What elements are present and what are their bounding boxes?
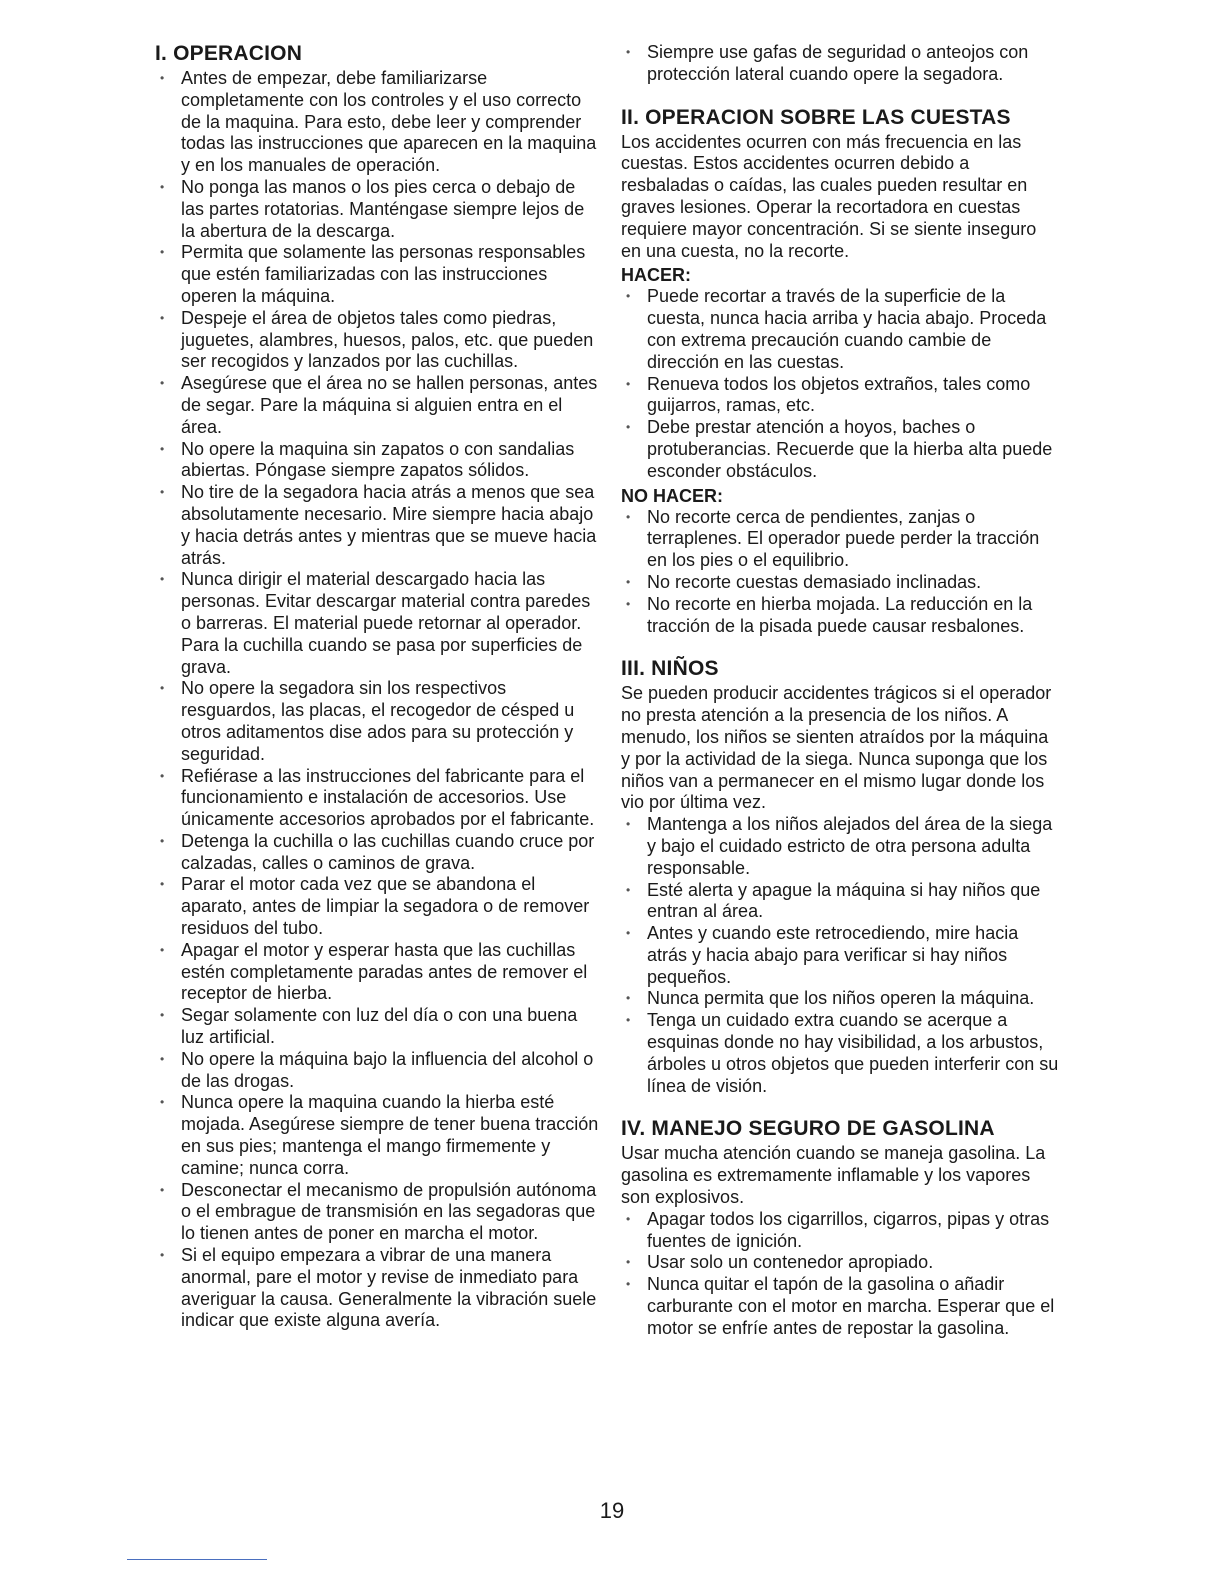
do-list	[621, 286, 1061, 482]
list-item: • Nunca dirigir el material descargado hacia las personas. Evitar descargar material contra paredes o barreras. El material puede retornar al operador. Para la cuchilla cuando se pasa por superficies de grava.	[155, 569, 600, 678]
list-item: • No opere la segadora sin los respectivos resguardos, las placas, el recogedor de césped u otros aditamentos dise ados para su protección y seguridad.	[155, 678, 600, 765]
list-item: • Renueva todos los objetos extraños, tales como guijarros, ramas, etc.	[621, 374, 1061, 418]
list-item: • Nunca quitar el tapón de la gasolina o añadir carburante con el motor en marcha. Esperar que el motor se enfríe antes de repostar la gasolina.	[621, 1274, 1061, 1339]
operacion-list-continued	[621, 42, 1061, 86]
list-item: • Debe prestar atención a hoyos, baches o protuberancias. Recuerde que la hierba alta puede esconder obstáculos.	[621, 417, 1061, 482]
right-column	[621, 42, 1061, 1340]
list-item: • Refiérase a las instrucciones del fabricante para el funcionamiento e instalación de accesorios. Use únicamente accesorios aprobados por el fabricante.	[155, 766, 600, 831]
list-item: • Antes de empezar, debe familiarizarse completamente con los controles y el uso correcto de la maquina. Para esto, debe leer y comprender todas las instrucciones que aparecen en la maquina y en los manuales de operación.	[155, 68, 600, 177]
do-heading: HACER:	[621, 265, 691, 286]
list-item: • Detenga la cuchilla o las cuchillas cuando cruce por calzadas, calles o caminos de grava.	[155, 831, 600, 875]
operacion-list	[155, 68, 600, 1332]
list-item: • Usar solo un contenedor apropiado.	[621, 1252, 1061, 1274]
list-item: • Si el equipo empezara a vibrar de una manera anormal, pare el motor y revise de inmediato para averiguar la causa. Generalmente la vibración suele indicar que existe alguna avería.	[155, 1245, 600, 1332]
list-item: • Permita que solamente las personas responsables que estén familiarizadas con las instrucciones operen la máquina.	[155, 242, 600, 307]
list-item: • Apagar todos los cigarrillos, cigarros, pipas y otras fuentes de ignición.	[621, 1209, 1061, 1253]
list-item: • No tire de la segadora hacia atrás a menos que sea absolutamente necesario. Mire siempre hacia abajo y hacia detrás antes y mientras que se mueve hacia atrás.	[155, 482, 600, 569]
list-item: • No opere la maquina sin zapatos o con sandalias abiertas. Póngase siempre zapatos sólidos.	[155, 439, 600, 483]
footer-rule	[127, 1559, 267, 1560]
list-item: • No ponga las manos o los pies cerca o debajo de las partes rotatorias. Manténgase siempre lejos de la abertura de la descarga.	[155, 177, 600, 242]
dont-list	[621, 507, 1061, 638]
list-item: • Tenga un cuidado extra cuando se acerque a esquinas donde no hay visibilidad, a los arbustos, árboles u otros objetos que pueden interferir con su línea de visión.	[621, 1010, 1061, 1097]
list-item: • Apagar el motor y esperar hasta que las cuchillas estén completamente paradas antes de remover el receptor de hierba.	[155, 940, 600, 1005]
list-item: • No recorte cuestas demasiado inclinadas.	[621, 572, 1061, 594]
list-item: • No recorte cerca de pendientes, zanjas o terraplenes. El operador puede perder la tracción en los pies o el equilibrio.	[621, 507, 1061, 572]
list-item: • No opere la máquina bajo la influencia del alcohol o de las drogas.	[155, 1049, 600, 1093]
section-title-gasolina: IV. MANEJO SEGURO DE GASOLINA	[621, 1117, 995, 1141]
list-item: • Esté alerta y apague la máquina si hay niños que entran al área.	[621, 880, 1061, 924]
list-item: • Antes y cuando este retrocediendo, mire hacia atrás y hacia abajo para verificar si hay niños pequeños.	[621, 923, 1061, 988]
list-item: • Mantenga a los niños alejados del área de la siega y bajo el cuidado estricto de otra persona adulta responsable.	[621, 814, 1061, 879]
list-item: • Asegúrese que el área no se hallen personas, antes de segar. Pare la máquina si alguien entra en el área.	[155, 373, 600, 438]
list-item: • Puede recortar a través de la superficie de la cuesta, nunca hacia arriba y hacia abajo. Proceda con extrema precaución cuando cambie de dirección en las cuestas.	[621, 286, 1061, 373]
gasolina-intro: Usar mucha atención cuando se maneja gasolina. La gasolina es extremamente inflamable y los vapores son explosivos.	[621, 1143, 1046, 1208]
ninos-intro: Se pueden producir accidentes trágicos si el operador no presta atención a la presencia de los niños. A menudo, los niños se sienten atraídos por la máquina y por la actividad de la siega. Nunca suponga que los niños van a permanecer en el mismo lugar donde los vio por última vez.	[621, 683, 1052, 813]
gasolina-list	[621, 1209, 1061, 1340]
section-title-cuestas: II. OPERACION SOBRE LAS CUESTAS	[621, 105, 1011, 129]
list-item: • Despeje el área de objetos tales como piedras, juguetes, alambres, huesos, palos, etc. que pueden ser recogidos y lanzados por las cuchillas.	[155, 308, 600, 373]
section-title-ninos: III. NIÑOS	[621, 657, 719, 681]
list-item: • Parar el motor cada vez que se abandona el aparato, antes de limpiar la segadora o de remover residuos del tubo.	[155, 874, 600, 939]
left-column	[155, 42, 600, 1332]
cuestas-intro: Los accidentes ocurren con más frecuencia en las cuestas. Estos accidentes ocurren debido a resbaladas o caídas, las cuales pueden resultar en graves lesiones. Operar la recortadora en cuestas requiere mayor concentración. Si se siente inseguro en una cuesta, no la recorte.	[621, 131, 1037, 261]
list-item: • Nunca opere la maquina cuando la hierba esté mojada. Asegúrese siempre de tener buena tracción en sus pies; mantenga el mango firmemente y camine; nunca corra.	[155, 1092, 600, 1179]
dont-heading: NO HACER:	[621, 485, 723, 506]
list-item: • Siempre use gafas de seguridad o anteojos con protección lateral cuando opere la segadora.	[621, 42, 1061, 86]
page-number: 19	[599, 1498, 625, 1523]
ninos-list	[621, 814, 1061, 1097]
list-item: • No recorte en hierba mojada. La reducción en la tracción de la pisada puede causar resbalones.	[621, 594, 1061, 638]
list-item: • Desconectar el mecanismo de propulsión autónoma o el embrague de transmisión en las segadoras que lo tienen antes de poner en marcha el motor.	[155, 1180, 600, 1245]
section-title-operacion: I. OPERACION	[155, 42, 303, 65]
list-item: • Segar solamente con luz del día o con una buena luz artificial.	[155, 1005, 600, 1049]
list-item: • Nunca permita que los niños operen la máquina.	[621, 988, 1061, 1010]
